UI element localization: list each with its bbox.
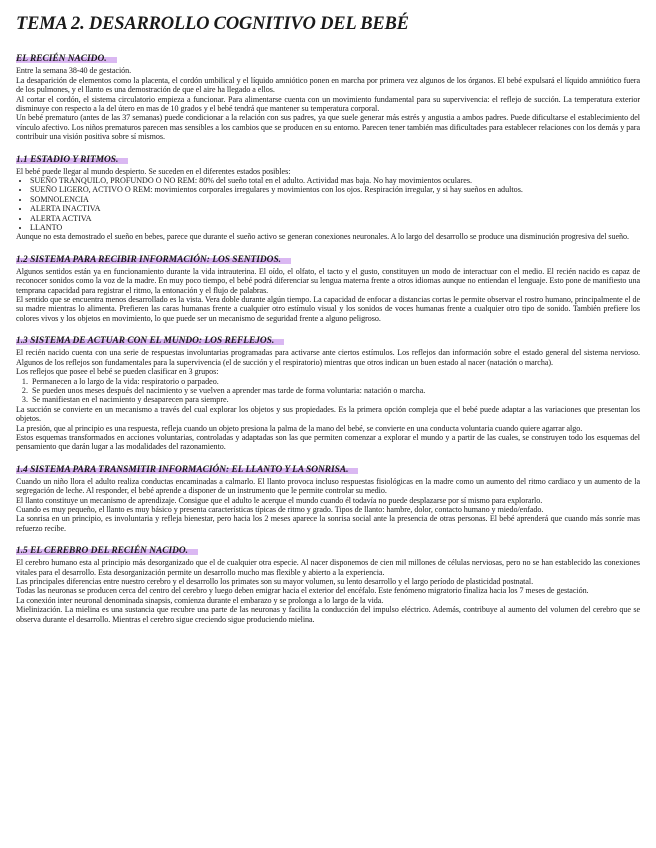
paragraph: La conexión inter neuronal denominada sinapsis, comienza durante el embarazo y se prolonga a lo largo de la vida. xyxy=(16,595,384,605)
paragraph: Al cortar el cordón, el sistema circulatorio empieza a funcionar. Para alimentarse cuenta con un movimiento fundamental para su supervivencia: el reflejo de succión. La temperatura exterior disminuye con respecto a la del útero en mas de 10 grados y el bebé tendrá que mantener su temperatura corporal. xyxy=(16,94,640,113)
paragraph: Algunos sentidos están ya en funcionamiento durante la vida intrauterina. El oído, el olfato, el tacto y el gusto, constituyen un modo de interactuar con el medio. El recién nacido es capaz de reconocer sonidos como la voz de la madre. En muy poco tiempo, el bebé podrá diferenciar su lengua materna frente a otros idiomas aunque no entiendan el lenguaje. Esto pone de manifiesto una temprana capacidad para registrar el ritmo, la entonación y el flujo de palabras. xyxy=(16,266,640,295)
section-heading: 1.4 SISTEMA PARA TRANSMITIR INFORMACIÓN: EL LLANTO Y LA SONRISA. xyxy=(16,464,358,476)
paragraph: Cuando un niño llora el adulto realiza conductas encaminadas a calmarlo. El llanto provoca incluso respuestas fisiológicas en la madre como un aumento del ritmo cardiaco y un aumento de la segregación de leche. Al responder, el bebé aprende a disponer de un instrumento que le permite controlar su medio. xyxy=(16,476,640,496)
paragraph: Los reflejos que posee el bebé se pueden clasificar en 3 grupos: xyxy=(16,367,219,377)
section-cerebro xyxy=(16,540,640,624)
bullet-list xyxy=(16,176,640,232)
paragraph: La presión, que al principio es una respuesta, refleja cuando un objeto presiona la palma de la mano del bebé, se convierte en una conducta voluntaria cuando quiere agarrar algo. xyxy=(16,423,583,433)
list-item: 3. Se manifiestan en el nacimiento y desaparecen para siempre. xyxy=(30,395,640,404)
section-heading: 1.3 SISTEMA DE ACTUAR CON EL MUNDO: LOS REFLEJOS. xyxy=(16,335,284,347)
paragraph: Entre la semana 38-40 de gestación. xyxy=(16,66,132,76)
paragraph: Todas las neuronas se producen cerca del centro del cerebro y luego deben emigrar hacia el exterior del encéfalo. Este fenómeno migratorio finaliza hacia los 7 meses de gestación. xyxy=(16,586,589,596)
section-heading: 1.2 SISTEMA PARA RECIBIR INFORMACIÓN: LOS SENTIDOS. xyxy=(16,254,291,266)
section-heading: 1.1 ESTADIO Y RITMOS. xyxy=(16,154,128,166)
paragraph: Cuando es muy pequeño, el llanto es muy básico y presenta características típicas de ritmo y grado. Tipos de llanto: hambre, dolor, contacto humano y miedo/enfado. xyxy=(16,504,544,514)
list-item: 1. Permanecen a lo largo de la vida: respiratorio o parpadeo. xyxy=(30,377,640,386)
section-heading: 1.5 EL CEREBRO DEL RECIÉN NACIDO. xyxy=(16,545,198,557)
paragraph: La succión se convierte en un mecanismo a través del cual explorar los objetos y sus propiedades. Es la primera opción compleja que el bebé puede adaptar a las variaciones que presentan los objetos. xyxy=(16,404,640,424)
paragraph: Mielinización. La mielina es una sustancia que recubre una parte de las neuronas y facilita la conducción del impulso eléctrico. Además, contribuye al aumento del volumen del cerebro que se observa durante el desarrollo. Mientras el cerebro sigue creciendo sigue produciendo mielina. xyxy=(16,605,640,624)
section-estadio-ritmos xyxy=(16,149,640,242)
paragraph: El sentido que se encuentra menos desarrollado es la vista. Vera doble durante algún tiempo. La capacidad de enfocar a distancias cortas le permite observar el rostro humano, principalmente el de su madre mientras lo alimenta. Prefieren las caras humanas frente a cualquier otro estímulo visual y los sonidos de voces humanas frente a cualquier otro tipo de sonido. También prefiere los colores vivos y los objetos en movimiento, lo que puede ser un mecanismo de seguridad frente a alguno peligroso. xyxy=(16,295,640,323)
paragraph: Un bebé prematuro (antes de las 37 semanas) puede condicionar a la relación con sus padres, ya que suele generar más estrés y angustia a ambos padres. Puede dificultarse el establecimiento del vínculo afectivo. Los niños prematuros parecen mas sensibles a los cambios que se producen en su entorno. Parecen tener también mas dificultades para establecer relaciones con los demás y para contribuir una visión positiva sobre sí mismos. xyxy=(16,113,640,142)
numbered-list xyxy=(16,377,640,405)
section-heading: EL RECIÉN NACIDO. xyxy=(16,53,117,65)
page-title: TEMA 2. DESARROLLO COGNITIVO DEL BEBÉ xyxy=(16,14,409,34)
list-item: • ALERTA ACTIVA xyxy=(30,214,640,223)
section-llanto-sonrisa xyxy=(16,459,640,533)
paragraph: El bebé puede llegar al mundo despierto. Se suceden en el diferentes estados posibles: xyxy=(16,166,291,176)
list-item: • SUEÑO TRANQUILO, PROFUNDO O NO REM: 80% del sueño total en el adulto. Actividad mas baja. No hay movimientos oculares. xyxy=(30,176,640,185)
paragraph: La desaparición de elementos como la placenta, el cordón umbilical y el líquido amniótico ponen en marcha por primera vez algunos de los órganos. El bebé expulsará el líquido amniótico fuera de los pulmones, y el llanto es una demostración de que el aire ha llegado a ellos. xyxy=(16,75,640,95)
paragraph: Estos esquemas transformados en acciones voluntarias, controladas y adaptadas son las que permiten comenzar a explorar el mundo y a partir de las cuales, se construyen todo los esquemas del pensamiento que darán lugar a las modalidades del razonamiento. xyxy=(16,432,640,452)
section-sentidos xyxy=(16,249,640,323)
paragraph: El llanto constituye un mecanismo de aprendizaje. Consigue que el adulto le acerque el mundo cuando él todavía no puede desplazarse por sí mismo para explorarlo. xyxy=(16,495,543,505)
paragraph: La sonrisa en un principio, es involuntaria y refleja bienestar, pero hacia los 2 meses aparece la sonrisa social ante la presencia de otras personas. El bebé aprenderá que cuando más sonríe mas refuerzo recibe. xyxy=(16,514,640,533)
paragraph: El recién nacido cuenta con una serie de respuestas involuntarias programadas para activarse ante ciertos estímulos. Los reflejos dan información sobre el estado general del sistema nervioso. Algunos de los reflejos son fundamentales para la supervivencia (el de succión y el respiratorio) mientras que otros indican un buen estado al nacer (natación o marcha). xyxy=(16,348,640,367)
list-item: • LLANTO xyxy=(30,223,640,232)
list-item: • SUEÑO LIGERO, ACTIVO O REM: movimientos corporales irregulares y movimientos con los ojos. Respiración irregular, y si hay sueños en adultos. xyxy=(30,185,640,194)
paragraph: Las principales diferencias entre nuestro cerebro y el desarrollo los primates son su mayor volumen, su lento desarrollo y el largo período de plasticidad postnatal. xyxy=(16,577,534,586)
paragraph: El cerebro humano esta al principio más desorganizado que el de cualquier otra especie. Al nacer disponemos de cien mil millones de células nerviosas, pero no se han establecido las conexiones vitales para el desarrollo. Esta desorganización permite un desarrollo mucho mas flexible y abierto a la experiencia. xyxy=(16,558,640,577)
list-item: • SOMNOLENCIA xyxy=(30,195,640,204)
section-recien-nacido xyxy=(16,48,640,141)
section-reflejos xyxy=(16,330,640,451)
paragraph: Aunque no esta demostrado el sueño en bebes, parece que durante el sueño activo se generan conexiones neuronales. A lo largo del desarrollo se produce una disminución progresiva del sueño. xyxy=(16,232,630,242)
list-item: • ALERTA INACTIVA xyxy=(30,204,640,213)
list-item: 2. Se pueden unos meses después del nacimiento y se vuelven a aprender mas tarde de forma voluntaria: natación o marcha. xyxy=(30,386,640,395)
